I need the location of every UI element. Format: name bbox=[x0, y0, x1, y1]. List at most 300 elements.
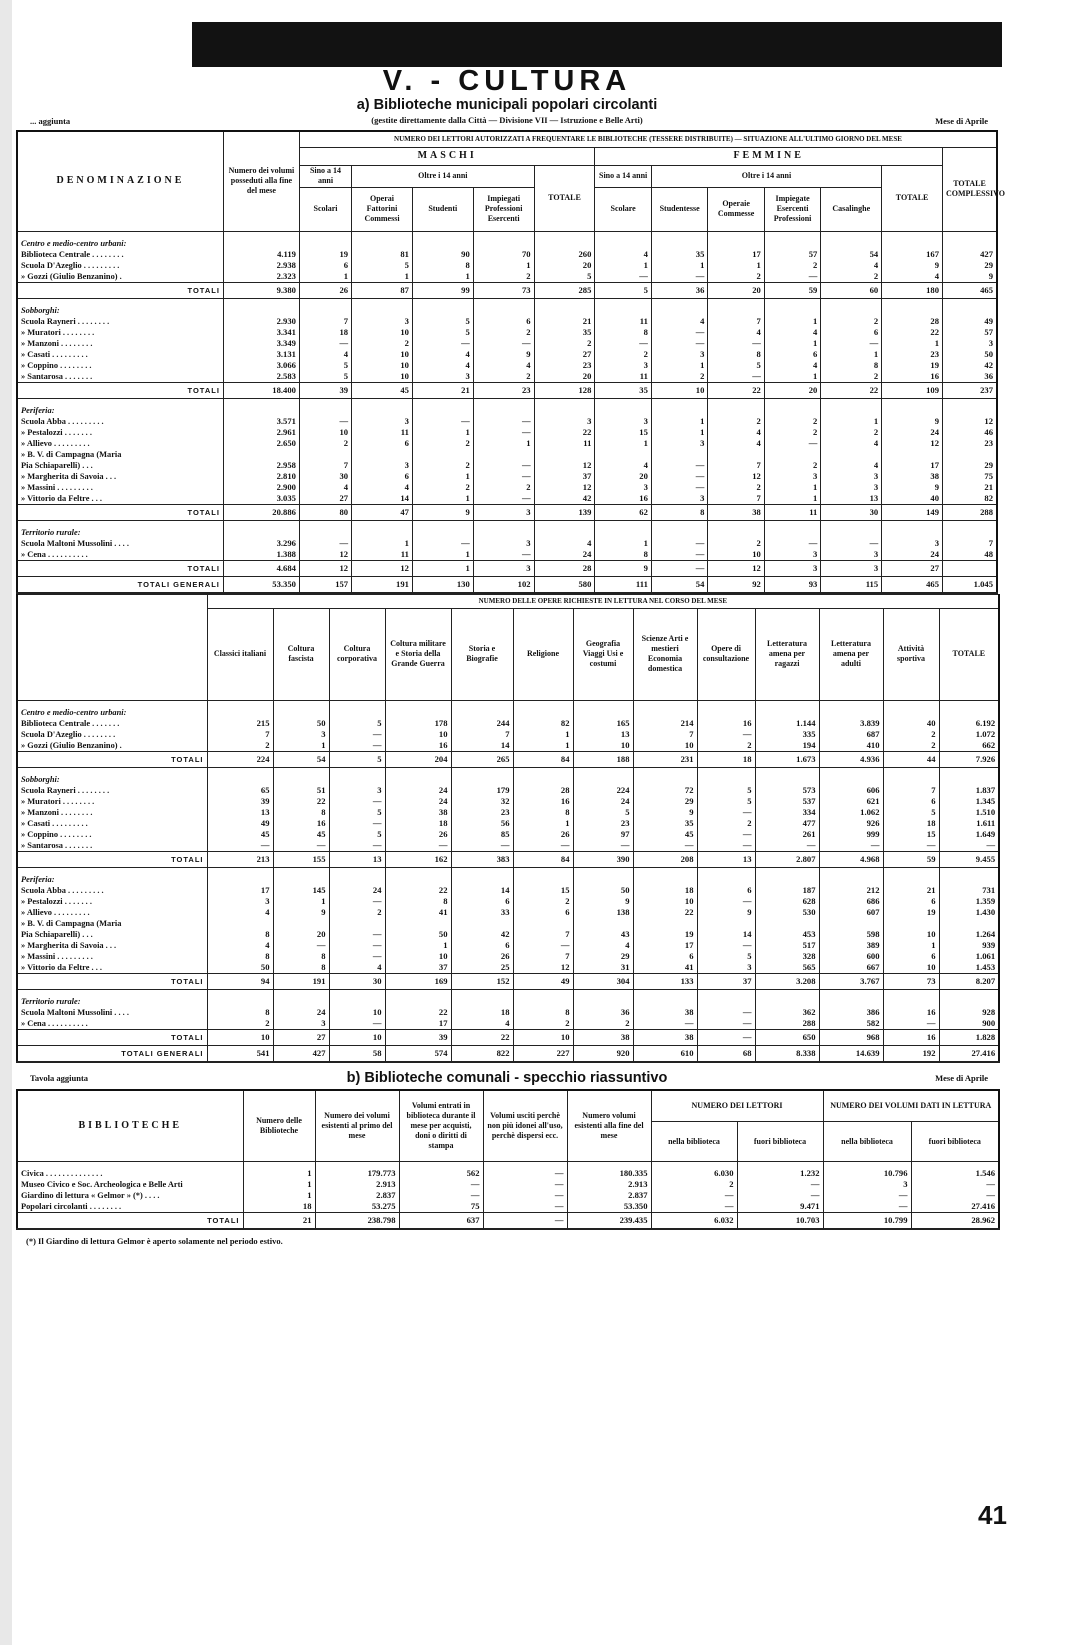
value-cell: 3 bbox=[821, 471, 882, 482]
table-row bbox=[17, 907, 999, 918]
value-cell: 2 bbox=[352, 338, 413, 349]
table-row bbox=[17, 416, 997, 427]
value-cell: 2 bbox=[412, 438, 473, 449]
empty-cell bbox=[819, 996, 883, 1007]
value-cell: 3 bbox=[651, 493, 707, 505]
table-row bbox=[17, 538, 997, 549]
value-cell: 50 bbox=[207, 962, 273, 974]
value-cell: — bbox=[697, 840, 755, 852]
value-cell: 179 bbox=[451, 785, 513, 796]
value-cell: 97 bbox=[573, 829, 633, 840]
value-cell: 5 bbox=[352, 260, 413, 271]
value-cell: 582 bbox=[819, 1018, 883, 1030]
value-cell: 21 bbox=[883, 885, 939, 896]
empty-cell bbox=[651, 238, 707, 249]
value-cell: — bbox=[329, 840, 385, 852]
empty-cell bbox=[534, 238, 595, 249]
row-label: Scuola Rayneri . . . . . . . . bbox=[17, 785, 207, 796]
value-cell: 1 bbox=[764, 338, 820, 349]
value-cell: 1 bbox=[882, 338, 943, 349]
lettori-fuori: fuori biblioteca bbox=[737, 1122, 823, 1162]
value-cell bbox=[207, 918, 273, 929]
total-cell: 224 bbox=[207, 751, 273, 767]
row-label: » Coppino . . . . . . . . bbox=[17, 360, 223, 371]
total-cell: 239.435 bbox=[567, 1213, 651, 1230]
group-row bbox=[17, 405, 997, 416]
empty-cell bbox=[633, 774, 697, 785]
total-cell: 12 bbox=[352, 560, 413, 576]
table-row bbox=[17, 460, 997, 471]
empty-cell bbox=[299, 527, 351, 538]
empty-cell bbox=[352, 405, 413, 416]
value-cell: 2 bbox=[764, 460, 820, 471]
total-cell: 265 bbox=[451, 751, 513, 767]
total-cell: 169 bbox=[385, 973, 451, 989]
value-cell: 2 bbox=[513, 896, 573, 907]
empty-cell bbox=[534, 405, 595, 416]
total-cell: 20.886 bbox=[223, 504, 299, 520]
value-cell: 178 bbox=[385, 718, 451, 729]
value-cell: — bbox=[412, 416, 473, 427]
empty-cell bbox=[755, 996, 819, 1007]
value-cell: 1 bbox=[651, 416, 707, 427]
value-cell: 1 bbox=[473, 438, 534, 449]
value-cell: 4 bbox=[299, 482, 351, 493]
empty-cell bbox=[883, 874, 939, 885]
maschi-totale: TOTALE bbox=[534, 165, 595, 231]
value-cell: 27 bbox=[534, 349, 595, 360]
value-cell: 3 bbox=[273, 1018, 329, 1030]
row-label: » Massini . . . . . . . . . bbox=[17, 482, 223, 493]
value-cell: 5 bbox=[412, 327, 473, 338]
value-cell: — bbox=[483, 1179, 567, 1190]
grand-total-cell: 111 bbox=[595, 576, 651, 593]
value-cell: — bbox=[329, 818, 385, 829]
value-cell: 731 bbox=[939, 885, 999, 896]
total-cell: 21 bbox=[243, 1213, 315, 1230]
value-cell: 1 bbox=[651, 427, 707, 438]
row-label: » Casati . . . . . . . . . bbox=[17, 818, 207, 829]
value-cell: — bbox=[273, 840, 329, 852]
value-cell: 179.773 bbox=[315, 1168, 399, 1179]
value-cell: 3.066 bbox=[223, 360, 299, 371]
total-cell: 87 bbox=[352, 282, 413, 298]
value-cell: 3 bbox=[352, 416, 413, 427]
value-cell: 17 bbox=[708, 249, 764, 260]
value-cell: 24 bbox=[882, 427, 943, 438]
value-cell: 8 bbox=[207, 951, 273, 962]
total-cell: 237 bbox=[942, 382, 997, 398]
empty-cell bbox=[764, 527, 820, 538]
value-cell: 3.571 bbox=[223, 416, 299, 427]
value-cell: 42 bbox=[534, 493, 595, 505]
grand-total-label: TOTALI GENERALI bbox=[17, 576, 223, 593]
total-cell: 139 bbox=[534, 504, 595, 520]
value-cell: 1 bbox=[595, 260, 651, 271]
value-cell: 6 bbox=[883, 896, 939, 907]
grand-total-cell: 191 bbox=[352, 576, 413, 593]
value-cell: 35 bbox=[633, 818, 697, 829]
empty-cell bbox=[412, 305, 473, 316]
total-cell: 84 bbox=[513, 851, 573, 867]
value-cell: — bbox=[697, 829, 755, 840]
value-cell bbox=[821, 449, 882, 460]
value-cell: 70 bbox=[473, 249, 534, 260]
value-cell: 4 bbox=[329, 962, 385, 974]
value-cell: 42 bbox=[942, 360, 997, 371]
value-cell: 23 bbox=[942, 438, 997, 449]
table-row bbox=[17, 493, 997, 505]
value-cell: — bbox=[651, 327, 707, 338]
row-label: » Gozzi (Giulio Benzanino) . bbox=[17, 271, 223, 283]
value-cell: 3.035 bbox=[223, 493, 299, 505]
empty-cell bbox=[412, 527, 473, 538]
group-label: Periferia: bbox=[17, 874, 207, 885]
total-cell: 188 bbox=[573, 751, 633, 767]
value-cell: 10 bbox=[385, 729, 451, 740]
value-cell: 2 bbox=[534, 338, 595, 349]
col-volumi-usciti: Volumi usciti perchè non più idonei all'uso, perchè dispersi ecc. bbox=[483, 1090, 567, 1162]
value-cell: 3.341 bbox=[223, 327, 299, 338]
value-cell bbox=[708, 449, 764, 460]
total-cell: 10 bbox=[651, 382, 707, 398]
value-cell: 6 bbox=[883, 796, 939, 807]
col-impiegate: Impiegate Esercenti Professioni bbox=[764, 187, 820, 231]
value-cell: — bbox=[633, 1018, 697, 1030]
value-cell: 224 bbox=[573, 785, 633, 796]
value-cell: 16 bbox=[385, 740, 451, 752]
total-label: TOTALI bbox=[17, 973, 207, 989]
value-cell: — bbox=[399, 1190, 483, 1201]
value-cell: 6 bbox=[697, 885, 755, 896]
total-cell: 208 bbox=[633, 851, 697, 867]
value-cell: — bbox=[821, 538, 882, 549]
value-cell: — bbox=[329, 796, 385, 807]
empty-cell bbox=[882, 527, 943, 538]
value-cell: 9 bbox=[882, 260, 943, 271]
value-cell: 244 bbox=[451, 718, 513, 729]
value-cell: — bbox=[708, 338, 764, 349]
value-cell: 4 bbox=[821, 438, 882, 449]
empty-cell bbox=[942, 305, 997, 316]
value-cell: 194 bbox=[755, 740, 819, 752]
total-cell: 94 bbox=[207, 973, 273, 989]
empty-cell bbox=[223, 305, 299, 316]
value-cell: 1.061 bbox=[939, 951, 999, 962]
works-col-header: Geografia Viaggi Usi e costumi bbox=[573, 608, 633, 700]
value-cell: 8 bbox=[273, 807, 329, 818]
grand-total-cell: 227 bbox=[513, 1045, 573, 1062]
value-cell bbox=[534, 449, 595, 460]
empty-cell bbox=[883, 996, 939, 1007]
table-row bbox=[17, 940, 999, 951]
value-cell: — bbox=[651, 338, 707, 349]
total-cell: 968 bbox=[819, 1029, 883, 1045]
femmine-sino14: Sino a 14 anni bbox=[595, 165, 651, 187]
total-cell: 390 bbox=[573, 851, 633, 867]
total-cell: 13 bbox=[697, 851, 755, 867]
value-cell: 3 bbox=[697, 962, 755, 974]
value-cell: 4 bbox=[573, 940, 633, 951]
empty-cell bbox=[633, 996, 697, 1007]
value-cell: 3 bbox=[764, 471, 820, 482]
row-label: Giardino di lettura « Gelmor » (*) . . . . bbox=[17, 1190, 243, 1201]
empty-cell bbox=[223, 527, 299, 538]
value-cell: 1 bbox=[595, 538, 651, 549]
value-cell: 1 bbox=[243, 1168, 315, 1179]
value-cell: 1 bbox=[385, 940, 451, 951]
value-cell bbox=[595, 449, 651, 460]
value-cell: 2 bbox=[764, 427, 820, 438]
col-impiegati: Impiegati Professioni Esercenti bbox=[473, 187, 534, 231]
value-cell: — bbox=[764, 538, 820, 549]
value-cell: 12 bbox=[882, 438, 943, 449]
value-cell: 17 bbox=[385, 1018, 451, 1030]
value-cell: 13 bbox=[207, 807, 273, 818]
total-cell: 22 bbox=[708, 382, 764, 398]
value-cell: 2 bbox=[513, 1018, 573, 1030]
section-a-title: a) Biblioteche municipali popolari circolanti bbox=[356, 97, 658, 113]
total-cell: 12 bbox=[299, 560, 351, 576]
total-cell: 60 bbox=[821, 282, 882, 298]
value-cell: 75 bbox=[399, 1201, 483, 1213]
total-cell: 180 bbox=[882, 282, 943, 298]
value-cell: — bbox=[821, 338, 882, 349]
value-cell: 8 bbox=[273, 962, 329, 974]
empty-cell bbox=[755, 707, 819, 718]
grand-total-cell: 541 bbox=[207, 1045, 273, 1062]
total-row bbox=[17, 282, 997, 298]
maschi-sino14: Sino a 14 anni bbox=[299, 165, 351, 187]
total-cell: 99 bbox=[412, 282, 473, 298]
value-cell: 10 bbox=[329, 1007, 385, 1018]
value-cell: 1 bbox=[513, 740, 573, 752]
row-label: » Cena . . . . . . . . . . bbox=[17, 1018, 207, 1030]
value-cell: 628 bbox=[755, 896, 819, 907]
value-cell: 4 bbox=[764, 360, 820, 371]
row-label: Biblioteca Centrale . . . . . . . bbox=[17, 718, 207, 729]
total-cell: 73 bbox=[473, 282, 534, 298]
value-cell: 4 bbox=[412, 360, 473, 371]
value-cell: 8 bbox=[821, 360, 882, 371]
value-cell: 598 bbox=[819, 929, 883, 940]
value-cell: 18 bbox=[385, 818, 451, 829]
value-cell: — bbox=[764, 438, 820, 449]
row-label: » Margherita di Savoia . . . bbox=[17, 940, 207, 951]
total-cell: 30 bbox=[329, 973, 385, 989]
total-cell: 162 bbox=[385, 851, 451, 867]
grand-total-cell: 58 bbox=[329, 1045, 385, 1062]
total-cell: 22 bbox=[821, 382, 882, 398]
empty-cell bbox=[273, 774, 329, 785]
value-cell: 2.810 bbox=[223, 471, 299, 482]
table-row bbox=[17, 1179, 999, 1190]
value-cell bbox=[939, 918, 999, 929]
total-cell: 11 bbox=[764, 504, 820, 520]
value-cell: 56 bbox=[451, 818, 513, 829]
empty-cell bbox=[451, 707, 513, 718]
table-row bbox=[17, 1190, 999, 1201]
value-cell: 22 bbox=[534, 427, 595, 438]
value-cell: 1 bbox=[595, 438, 651, 449]
value-cell: 16 bbox=[273, 818, 329, 829]
value-cell: 23 bbox=[534, 360, 595, 371]
value-cell: 4 bbox=[473, 360, 534, 371]
total-cell: 1 bbox=[412, 560, 473, 576]
value-cell: 49 bbox=[207, 818, 273, 829]
value-cell: 1.453 bbox=[939, 962, 999, 974]
total-cell: 12 bbox=[708, 560, 764, 576]
empty-cell bbox=[595, 305, 651, 316]
value-cell: 4 bbox=[299, 349, 351, 360]
value-cell: 15 bbox=[883, 829, 939, 840]
value-cell: — bbox=[329, 729, 385, 740]
empty-cell bbox=[412, 405, 473, 416]
value-cell: 2 bbox=[651, 1179, 737, 1190]
value-cell: — bbox=[513, 840, 573, 852]
value-cell: 606 bbox=[819, 785, 883, 796]
row-label: Scuola Abba . . . . . . . . . bbox=[17, 416, 223, 427]
value-cell: 6 bbox=[764, 349, 820, 360]
value-cell: 1 bbox=[821, 416, 882, 427]
value-cell: 1 bbox=[651, 260, 707, 271]
value-cell: — bbox=[651, 471, 707, 482]
row-label: » Pestalozzi . . . . . . . bbox=[17, 896, 207, 907]
scan-edge bbox=[0, 0, 12, 1645]
value-cell: 12 bbox=[708, 471, 764, 482]
value-cell: 30 bbox=[299, 471, 351, 482]
value-cell: 22 bbox=[633, 907, 697, 918]
value-cell: 6 bbox=[352, 438, 413, 449]
value-cell: 1 bbox=[243, 1190, 315, 1201]
value-cell: 8 bbox=[412, 260, 473, 271]
value-cell: 14 bbox=[697, 929, 755, 940]
value-cell bbox=[513, 918, 573, 929]
value-cell: 5 bbox=[708, 360, 764, 371]
value-cell: 7 bbox=[942, 538, 997, 549]
value-cell: — bbox=[939, 840, 999, 852]
value-cell: 621 bbox=[819, 796, 883, 807]
value-cell: — bbox=[651, 1201, 737, 1213]
volumi-nella: nella biblioteca bbox=[823, 1122, 911, 1162]
total-cell: 44 bbox=[883, 751, 939, 767]
lettori-nella: nella biblioteca bbox=[651, 1122, 737, 1162]
value-cell: 477 bbox=[755, 818, 819, 829]
value-cell: 16 bbox=[513, 796, 573, 807]
value-cell: 50 bbox=[273, 718, 329, 729]
empty-cell bbox=[513, 874, 573, 885]
row-label: Museo Civico e Soc. Archeologica e Belle Arti bbox=[17, 1179, 243, 1190]
value-cell: 45 bbox=[633, 829, 697, 840]
grand-total-cell: 157 bbox=[299, 576, 351, 593]
empty-cell bbox=[595, 238, 651, 249]
grand-total-cell: 192 bbox=[883, 1045, 939, 1062]
value-cell: 9 bbox=[882, 416, 943, 427]
value-cell: — bbox=[764, 271, 820, 283]
col-scolari: Scolari bbox=[299, 187, 351, 231]
value-cell: 18 bbox=[299, 327, 351, 338]
empty-cell bbox=[513, 707, 573, 718]
empty-cell bbox=[651, 527, 707, 538]
value-cell: 2.323 bbox=[223, 271, 299, 283]
value-cell: 46 bbox=[942, 427, 997, 438]
empty-cell bbox=[819, 707, 883, 718]
total-cell: 8 bbox=[651, 504, 707, 520]
value-cell: 38 bbox=[633, 1007, 697, 1018]
value-cell: 5 bbox=[329, 807, 385, 818]
value-cell: 4 bbox=[708, 327, 764, 338]
total-cell: 73 bbox=[883, 973, 939, 989]
works-col-header: Religione bbox=[513, 608, 573, 700]
value-cell: — bbox=[737, 1179, 823, 1190]
value-cell: 1 bbox=[883, 940, 939, 951]
total-cell: 285 bbox=[534, 282, 595, 298]
value-cell: 12 bbox=[299, 549, 351, 561]
value-cell: 72 bbox=[633, 785, 697, 796]
table-row bbox=[17, 271, 997, 283]
empty-cell bbox=[595, 527, 651, 538]
value-cell: 50 bbox=[385, 929, 451, 940]
row-label: » Margherita di Savoia . . . bbox=[17, 471, 223, 482]
value-cell: 928 bbox=[939, 1007, 999, 1018]
total-label: TOTALI bbox=[17, 382, 223, 398]
value-cell: 8 bbox=[207, 929, 273, 940]
value-cell: — bbox=[513, 940, 573, 951]
value-cell: 85 bbox=[451, 829, 513, 840]
total-cell: 23 bbox=[473, 382, 534, 398]
value-cell: 2 bbox=[764, 416, 820, 427]
value-cell: 2.961 bbox=[223, 427, 299, 438]
maschi-header: MASCHI bbox=[299, 147, 594, 165]
value-cell: — bbox=[823, 1201, 911, 1213]
value-cell: 3 bbox=[352, 316, 413, 327]
value-cell: 24 bbox=[385, 785, 451, 796]
value-cell: 2.930 bbox=[223, 316, 299, 327]
total-row bbox=[17, 1213, 999, 1230]
table-row bbox=[17, 1168, 999, 1179]
total-cell: 1.673 bbox=[755, 751, 819, 767]
value-cell: 165 bbox=[573, 718, 633, 729]
empty-cell bbox=[942, 238, 997, 249]
value-cell bbox=[273, 918, 329, 929]
femmine-oltre14: Oltre i 14 anni bbox=[651, 165, 881, 187]
value-cell: 1 bbox=[708, 260, 764, 271]
value-cell: 2 bbox=[573, 1018, 633, 1030]
total-cell: 27 bbox=[882, 560, 943, 576]
total-cell: 637 bbox=[399, 1213, 483, 1230]
empty-cell bbox=[939, 874, 999, 885]
table-row bbox=[17, 427, 997, 438]
value-cell: 57 bbox=[764, 249, 820, 260]
value-cell: — bbox=[329, 896, 385, 907]
empty-cell bbox=[207, 996, 273, 1007]
total-cell: 9 bbox=[595, 560, 651, 576]
total-label: TOTALI bbox=[17, 751, 207, 767]
value-cell: 10 bbox=[385, 951, 451, 962]
value-cell: — bbox=[883, 840, 939, 852]
group-row bbox=[17, 996, 999, 1007]
total-cell: 59 bbox=[764, 282, 820, 298]
value-cell: 7 bbox=[299, 460, 351, 471]
empty-cell bbox=[573, 874, 633, 885]
value-cell: 2 bbox=[697, 740, 755, 752]
total-row bbox=[17, 560, 997, 576]
value-cell: 10 bbox=[352, 371, 413, 383]
value-cell: 9 bbox=[273, 907, 329, 918]
value-cell: 4 bbox=[352, 482, 413, 493]
value-cell: 53.275 bbox=[315, 1201, 399, 1213]
total-label: TOTALI bbox=[17, 851, 207, 867]
